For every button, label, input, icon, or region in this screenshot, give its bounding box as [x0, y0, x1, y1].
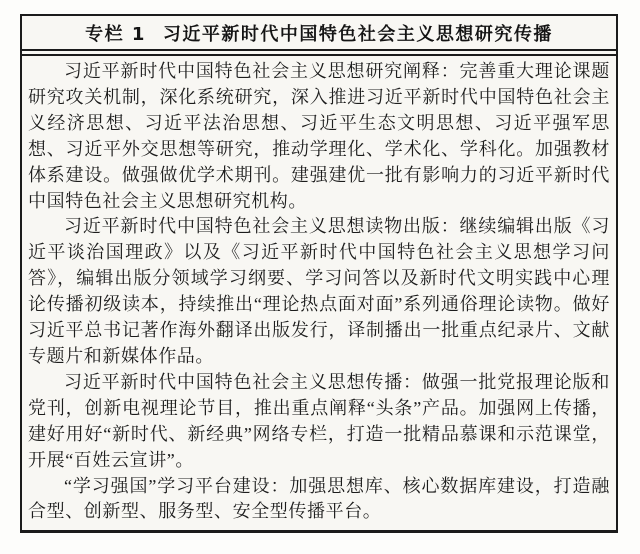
panel-header — [22, 16, 616, 51]
panel-title: 习近平新时代中国特色社会主义思想研究传播 — [162, 23, 553, 45]
paragraph-thought-dissemination: 习近平新时代中国特色社会主义思想传播：做强一批党报理论版和党刊，创新电视理论节目，推出重点阐释“头条”产品。加强网上传播，建好用好“新时代、新经典”网络专栏，打造一批精品慕课和示范课堂，开展“百姓云宣讲”。 — [28, 371, 610, 470]
panel-body — [22, 54, 616, 533]
panel-label: 专栏 1 — [85, 23, 146, 45]
paragraph-research-interpretation: 习近平新时代中国特色社会主义思想研究阐释：完善重大理论课题研究攻关机制，深化系统研究，深入推进习近平新时代中国特色社会主义经济思想、习近平法治思想、习近平生态文明思想、习近平强军思想、习近平外交思想等研究，推动学理化、学术化、学科化。加强教材体系建设。做强做优学术期刊。建强建优一批有影响力的习近平新时代中国特色社会主义思想研究机构。 — [28, 61, 610, 211]
paragraph-xuexi-qiangguo-platform: “学习强国”学习平台建设：加强思想库、核心数据库建设，打造融合型、创新型、服务型、安全型传播平台。 — [28, 475, 610, 522]
column-panel — [20, 14, 618, 533]
paragraph-reading-publications: 习近平新时代中国特色社会主义思想读物出版：继续编辑出版《习近平谈治国理政》以及《习近平新时代中国特色社会主义思想学习问答》，编辑出版分领域学习纲要、学习问答以及新时代文明实践中心理论传播初级读本，持续推出“理论热点面对面”系列通俗理论读物。做好习近平总书记著作海外翻译出版发行，译制播出一批重点纪录片、文献专题片和新媒体作品。 — [28, 216, 610, 366]
